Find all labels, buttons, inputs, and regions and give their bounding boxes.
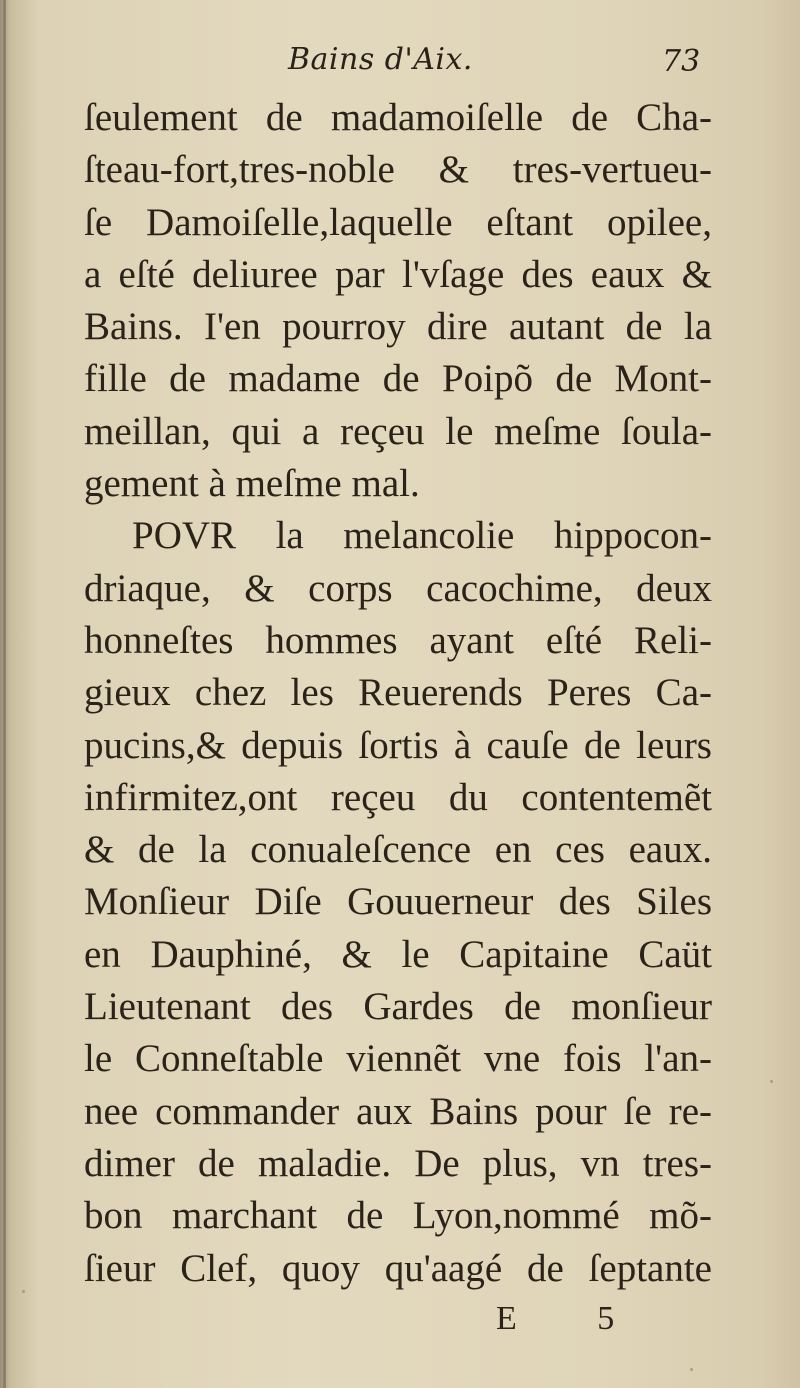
text-line: Lieutenant des Gardes de monſieur <box>84 985 712 1029</box>
text-line: Monſieur Diſe Gouuerneur des Siles <box>84 880 712 924</box>
text-line: ſeulement de madamoiſelle de Cha- <box>84 96 712 139</box>
running-head <box>0 38 800 88</box>
text-line: & de la conualeſcence en ces eaux. <box>84 828 712 872</box>
text-line: ſteau-fort,tres-noble & tres-vertueu- <box>84 148 712 192</box>
text-line: nee commander aux Bains pour ſe re- <box>84 1089 712 1133</box>
signature-mark <box>0 1300 800 1344</box>
text-line: honneſtes hommes ayant eſté Reli- <box>84 618 712 662</box>
text-line: driaque, & corps cacochime, deux <box>84 566 712 610</box>
text-line: ſe Damoiſelle,laquelle eſtant opilee, <box>84 200 712 244</box>
text-line: pucins,& depuis ſortis à cauſe de leurs <box>84 723 712 767</box>
text-line: bon marchant de Lyon,nommé mõ- <box>84 1194 712 1238</box>
text-line: meillan, qui a reçeu le meſme ſoula- <box>84 409 712 453</box>
text-line: a eſté deliuree par l'vſage des eaux & <box>84 252 712 296</box>
text-line: infirmitez,ont reçeu du contentemẽt <box>84 775 712 819</box>
paper-speck <box>22 1290 25 1293</box>
paper-speck <box>770 1080 773 1083</box>
text-line: ſieur Clef, quoy qu'aagé de ſeptante <box>84 1246 712 1290</box>
paper-speck <box>690 1368 693 1371</box>
page-number: 73 <box>662 44 701 79</box>
running-head-title: Bains d'Aix. <box>288 42 473 77</box>
signature-mark-text: E 5 <box>496 1300 651 1337</box>
gutter-edge <box>3 0 6 1388</box>
text-line: dimer de maladie. De plus, vn tres- <box>84 1141 712 1185</box>
text-line: en Dauphiné, & le Capitaine Caüt <box>84 932 712 976</box>
text-line: le Conneſtable viennẽt vne fois l'an- <box>84 1037 712 1081</box>
text-line: gement à meſme mal. <box>84 462 420 506</box>
body-text <box>84 92 712 1295</box>
paragraph-start-line: POVR la melancolie hippocon- <box>132 514 712 558</box>
text-line: Bains. I'en pourroy dire autant de la <box>84 305 712 349</box>
text-line: gieux chez les Reuerends Peres Ca- <box>84 671 712 715</box>
text-line: fille de madame de Poipõ de Mont- <box>84 357 712 401</box>
